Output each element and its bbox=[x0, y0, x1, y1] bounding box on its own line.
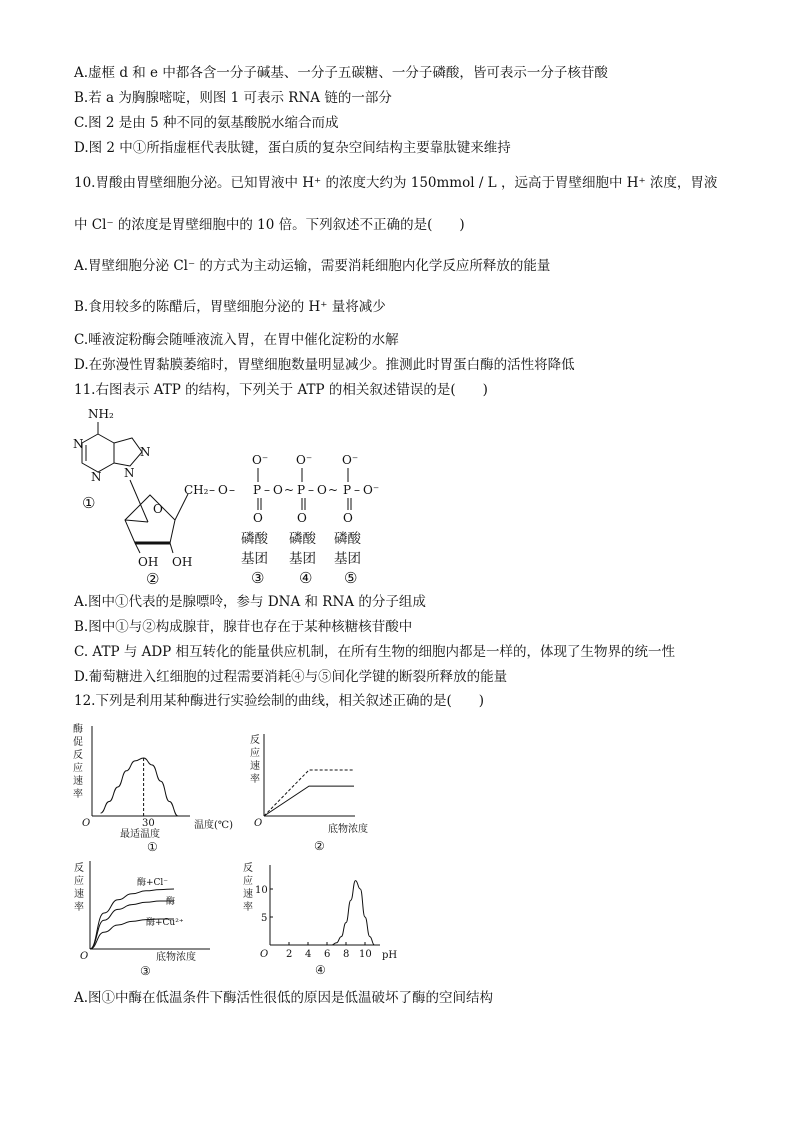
adenine-n7: N bbox=[140, 445, 151, 459]
svg-text:–: – bbox=[209, 483, 215, 497]
q11-option-d: D.葡萄糖进入红细胞的过程需要消耗④与⑤间化学键的断裂所释放的能量 bbox=[74, 669, 508, 685]
chart-1-ylabel-3: 反 bbox=[73, 750, 83, 761]
chart-3-ylabel-1: 反 bbox=[74, 863, 84, 874]
q11-option-c: C. ATP 与 ADP 相互转化的能量供应机制，在所有生物的细胞内都是一样的，体现了生物界的统一性 bbox=[74, 644, 676, 660]
q11-option-b: B.图中①与②构成腺苷，腺苷也存在于某种核糖核苷酸中 bbox=[74, 619, 413, 635]
label-mark-5: ⑤ bbox=[344, 569, 358, 587]
q12-stem: 12.下列是利用某种酶进行实验绘制的曲线，相关叙述正确的是( ) bbox=[74, 693, 485, 709]
chart-3-ylabel-3: 速 bbox=[74, 889, 84, 900]
chain-o1: O bbox=[218, 483, 228, 497]
chart-1-origin: O bbox=[82, 818, 91, 829]
q10-option-a: A.胃壁细胞分泌 Cl⁻ 的方式为主动运输，需要消耗细胞内化学反应所释放的能量 bbox=[74, 258, 551, 274]
q9-option-b: B.若 a 为胸腺嘧啶，则图 1 可表示 RNA 链的一部分 bbox=[74, 90, 392, 106]
chain-o2: O bbox=[273, 483, 283, 497]
p1: P bbox=[253, 483, 262, 497]
chart-4-ytick-label: 5 bbox=[261, 913, 268, 924]
adenine-n3: N bbox=[91, 470, 102, 484]
phosphate-label-4a: 磷酸 bbox=[289, 531, 316, 547]
adenine-n1: N bbox=[73, 437, 84, 451]
q9-option-a: A.虚框 d 和 e 中都各含一分子碱基、一分子五碳糖、一分子磷酸，皆可表示一分子核苷酸 bbox=[74, 65, 608, 81]
chart-2-substrate bbox=[240, 728, 390, 853]
q9-option-d: D.图 2 中①所指虚框代表肽键，蛋白质的复杂空间结构主要靠肽键来维持 bbox=[74, 140, 511, 156]
chart-4-curve bbox=[332, 881, 375, 945]
atp-structure-figure bbox=[60, 400, 400, 590]
chart-4-xtick-label: 8 bbox=[343, 949, 350, 960]
ribose-oh-3: OH bbox=[172, 555, 193, 569]
svg-text:~: ~ bbox=[284, 483, 295, 497]
chart-4-ytick-label: 10 bbox=[255, 885, 268, 896]
chart-3-ions bbox=[70, 857, 240, 977]
chart-1-ylabel-2: 促 bbox=[73, 737, 83, 748]
chart-2-ylabel-4: 率 bbox=[250, 774, 260, 785]
chart-1-ylabel-6: 率 bbox=[73, 789, 83, 800]
q10-stem-line1: 10.胃酸由胃壁细胞分泌。已知胃液中 H⁺ 的浓度大约为 150mmol / L ，远高于胃壁细胞中 H⁺ 浓度，胃液 bbox=[74, 175, 718, 191]
adenine-n9: N bbox=[124, 466, 135, 480]
ribose-oh-2: OH bbox=[138, 555, 159, 569]
phosphate-label-5a: 磷酸 bbox=[334, 531, 361, 547]
q10-option-c: C.唾液淀粉酶会随唾液流入胃，在胃中催化淀粉的水解 bbox=[74, 332, 399, 348]
svg-text:–: – bbox=[308, 483, 314, 497]
chart-3-legend-cl: 酶+Cl⁻ bbox=[137, 878, 169, 888]
q11-option-a: A.图中①代表的是腺嘌呤，参与 DNA 和 RNA 的分子组成 bbox=[74, 594, 426, 610]
p3-o-bottom: O bbox=[343, 511, 353, 525]
label-mark-1: ① bbox=[82, 494, 96, 512]
chart-1-ylabel-4: 应 bbox=[73, 763, 83, 774]
chart-4-xtick-label: 4 bbox=[305, 949, 312, 960]
chart-3-origin: O bbox=[80, 951, 89, 962]
p2: P bbox=[297, 483, 306, 497]
label-mark-2: ② bbox=[146, 570, 160, 588]
chart-4-xtick-label: 10 bbox=[359, 949, 372, 960]
chart-3-xlabel: 底物浓度 bbox=[156, 952, 196, 963]
p2-o-top: O⁻ bbox=[296, 453, 313, 467]
ch2-label: CH₂ bbox=[184, 483, 209, 497]
p1-o-bottom: O bbox=[253, 511, 263, 525]
label-mark-4: ④ bbox=[299, 569, 313, 587]
chart-4-ylabel-4: 率 bbox=[243, 902, 253, 913]
chart-1-ylabel-1: 酶 bbox=[73, 724, 83, 735]
chart-1-title: ① bbox=[147, 840, 158, 853]
chart-1-temperature bbox=[70, 718, 240, 853]
chart-3-legend-enzyme: 酶 bbox=[166, 897, 176, 907]
chart-3-legend-cu: 酶+Cu²⁺ bbox=[146, 918, 184, 928]
p3-o-top: O⁻ bbox=[342, 453, 359, 467]
p2-o-bottom: O bbox=[297, 511, 307, 525]
chart-2-ylabel-3: 速 bbox=[250, 761, 260, 772]
chart-1-xlabel: 温度(℃) bbox=[194, 820, 233, 831]
q12-option-a: A.图①中酶在低温条件下酶活性很低的原因是低温破坏了酶的空间结构 bbox=[74, 990, 494, 1006]
q10-stem-line2: 中 Cl⁻ 的浓度是胃壁细胞中的 10 倍。下列叙述不正确的是( ) bbox=[74, 217, 465, 233]
chart-4-ylabel-3: 速 bbox=[243, 889, 253, 900]
q11-stem: 11.右图表示 ATP 的结构，下列关于 ATP 的相关叙述错误的是( ) bbox=[74, 382, 488, 398]
chart-3-ylabel-4: 率 bbox=[74, 902, 84, 913]
q9-option-c: C.图 2 是由 5 种不同的氨基酸脱水缩合而成 bbox=[74, 115, 339, 131]
phosphate-label-5b: 基团 bbox=[334, 551, 361, 567]
chart-4-xtick-label: 2 bbox=[286, 949, 293, 960]
svg-text:–: – bbox=[264, 483, 270, 497]
chain-o3: O bbox=[317, 483, 327, 497]
chart-2-origin: O bbox=[254, 818, 263, 829]
svg-text:–: – bbox=[354, 483, 360, 497]
phosphate-label-3a: 磷酸 bbox=[241, 531, 268, 547]
chart-4-origin: O bbox=[260, 949, 269, 960]
chart-1-curve bbox=[101, 758, 178, 816]
chart-4-ph bbox=[240, 857, 400, 977]
chart-1-annotation: 最适温度 bbox=[120, 829, 160, 840]
q10-option-b: B.食用较多的陈醋后，胃壁细胞分泌的 H⁺ 量将减少 bbox=[74, 299, 386, 315]
p1-o-top: O⁻ bbox=[252, 453, 269, 467]
chart-2-title: ② bbox=[314, 839, 325, 853]
chart-2-ylabel-2: 应 bbox=[250, 748, 260, 759]
label-mark-3: ③ bbox=[251, 569, 265, 587]
chart-4-xlabel: pH bbox=[382, 950, 398, 961]
chart-2-ylabel-1: 反 bbox=[250, 735, 260, 746]
phosphate-label-4b: 基团 bbox=[289, 551, 316, 567]
amino-group-label: NH₂ bbox=[88, 407, 114, 421]
chart-4-xtick-label: 6 bbox=[324, 949, 331, 960]
phosphate-label-3b: 基团 bbox=[241, 551, 268, 567]
chart-1-ylabel bbox=[73, 722, 83, 800]
chart-1-ylabel-5: 速 bbox=[73, 776, 83, 787]
p3: P bbox=[343, 483, 352, 497]
chart-2-series-dashed bbox=[264, 770, 354, 816]
chart-4-ylabel-2: 应 bbox=[243, 876, 253, 887]
chart-2-series-solid bbox=[264, 786, 354, 816]
chart-1-tick-30: 30 bbox=[142, 818, 155, 829]
chart-4-title: ④ bbox=[315, 963, 326, 977]
ribose-oxygen: O bbox=[153, 502, 163, 516]
svg-text:~: ~ bbox=[328, 483, 339, 497]
chart-3-ylabel-2: 应 bbox=[74, 876, 84, 887]
chain-o4: O⁻ bbox=[363, 483, 380, 497]
chart-2-xlabel: 底物浓度 bbox=[328, 824, 368, 835]
chart-3-title: ③ bbox=[140, 964, 151, 977]
q10-option-d: D.在弥漫性胃黏膜萎缩时，胃壁细胞数量明显减少。推测此时胃蛋白酶的活性将降低 bbox=[74, 357, 575, 373]
chart-4-ylabel-1: 反 bbox=[243, 863, 253, 874]
svg-text:–: – bbox=[229, 483, 235, 497]
